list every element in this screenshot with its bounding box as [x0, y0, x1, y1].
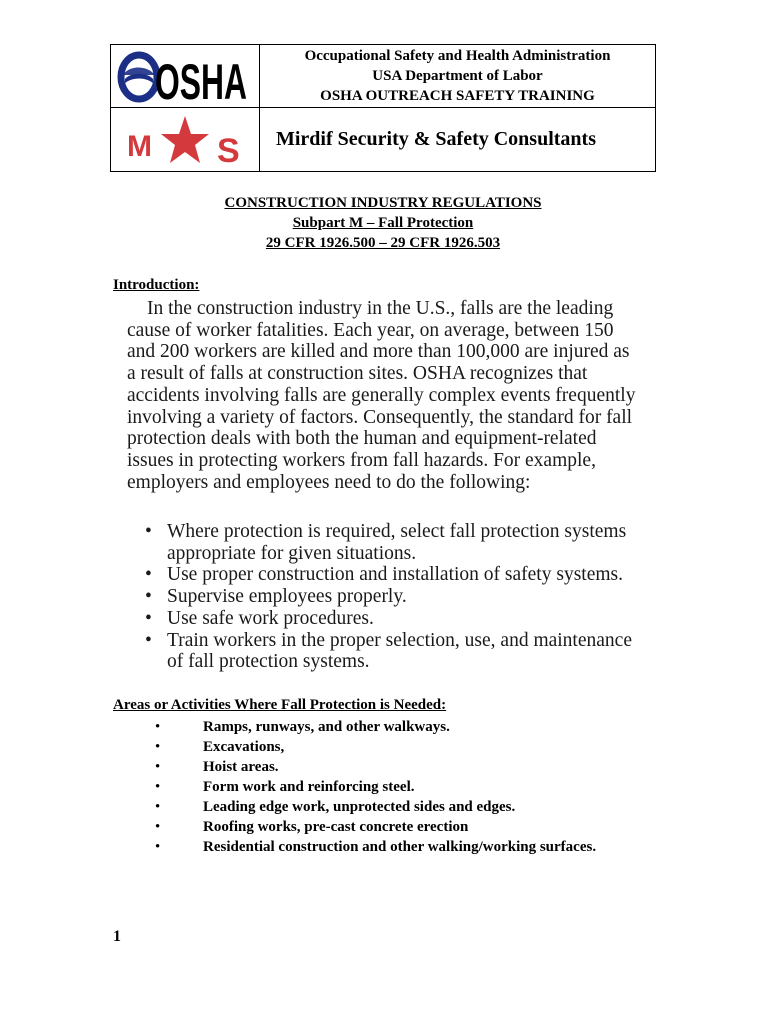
osha-logo: [111, 45, 259, 110]
page-number: 1: [113, 928, 121, 945]
title-line-3: 29 CFR 1926.500 – 29 CFR 1926.503: [265, 235, 501, 251]
areas-heading: Areas or Activities Where Fall Protection is Needed:: [113, 697, 447, 713]
list-item: • Form work and reinforcing steel.: [155, 779, 415, 795]
bullet-icon: •: [155, 839, 161, 855]
mss-logo: [111, 108, 259, 171]
bullet-icon: •: [155, 779, 161, 795]
header-line-3: OSHA OUTREACH SAFETY TRAINING: [320, 88, 595, 104]
header-line-2: USA Department of Labor: [372, 68, 543, 84]
svg-text:M: M: [127, 130, 152, 163]
introduction-heading: Introduction:: [113, 277, 200, 293]
list-item: • Use proper construction and installation of safety systems.: [145, 564, 623, 586]
list-item: • Ramps, runways, and other walkways.: [155, 719, 450, 735]
introduction-bullet-list: [145, 521, 645, 673]
bullet-icon: •: [155, 739, 161, 755]
svg-text:S: S: [217, 132, 240, 170]
osha-logo-text: OSHA: [155, 54, 247, 110]
introduction-paragraph-text: In the construction industry in the U.S., falls are the leading cause of worker fatalities. Each year, on average, between 150 and 200 workers are killed and more than 100,000 are injured as a result of falls at construction sites. OSHA recognizes that accidents involving falls are generally complex events frequently involving a variety of factors. Consequently, the standard for fall protection deals with both the human and equipment-related issues in protecting workers from fall hazards. For example, employers and employees need to do the following:: [127, 298, 636, 493]
list-item: • Hoist areas.: [155, 759, 279, 775]
bullet-icon: •: [145, 521, 152, 542]
bullet-icon: •: [145, 564, 152, 586]
bullet-icon: •: [145, 586, 152, 608]
list-item: • Leading edge work, unprotected sides and edges.: [155, 799, 516, 815]
bullet-icon: •: [145, 607, 152, 629]
areas-list: [155, 717, 655, 857]
bullet-icon: •: [155, 759, 161, 775]
document-title: [110, 193, 656, 253]
list-item: • Use safe work procedures.: [145, 607, 374, 629]
list-item: • Roofing works, pre-cast concrete erection: [155, 819, 469, 835]
list-item: • Excavations,: [155, 739, 285, 755]
bullet-icon: •: [155, 799, 161, 815]
list-item: • Train workers in the proper selection, use, and maintenance of fall protection systems.: [145, 629, 632, 673]
list-item: • Where protection is required, select fall protection systems appropriate for given situations.: [145, 521, 627, 564]
company-name: Mirdif Security & Safety Consultants: [276, 128, 596, 150]
title-line-2: Subpart M – Fall Protection: [292, 215, 474, 231]
header-org-text: [260, 45, 655, 107]
list-item: • Residential construction and other walking/working surfaces.: [155, 839, 597, 855]
list-item: • Supervise employees properly.: [145, 586, 407, 608]
title-line-1: CONSTRUCTION INDUSTRY REGULATIONS: [224, 195, 542, 211]
bullet-icon: •: [145, 629, 152, 651]
header-table: [110, 44, 656, 172]
bullet-icon: •: [155, 719, 161, 735]
header-line-1: Occupational Safety and Health Administration: [304, 48, 611, 64]
bullet-icon: •: [155, 819, 161, 835]
introduction-paragraph: [127, 298, 637, 493]
